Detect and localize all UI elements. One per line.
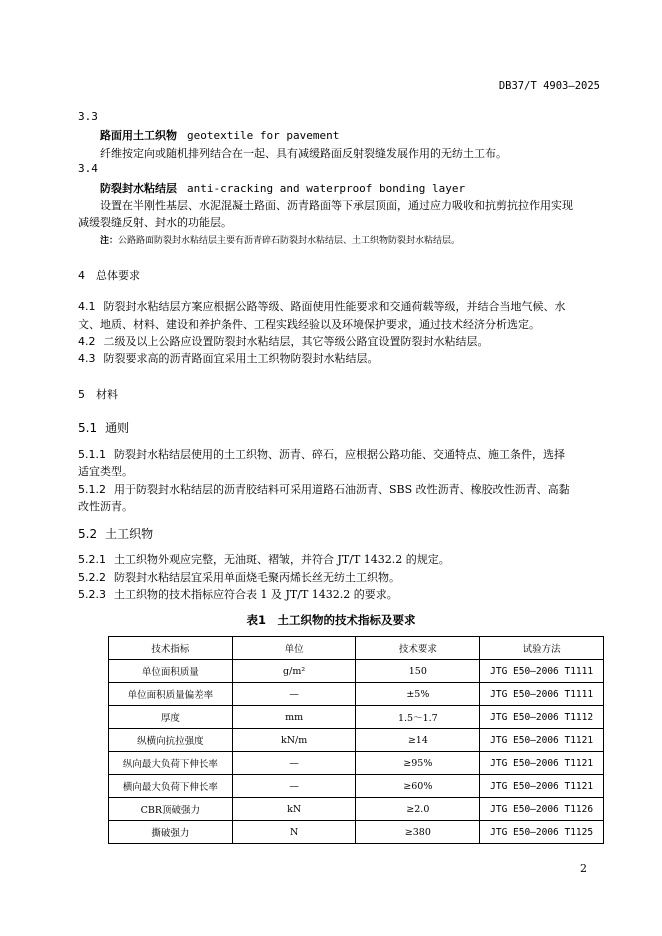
clause xyxy=(78,569,400,585)
subsection-heading xyxy=(78,525,153,542)
clause xyxy=(78,298,566,314)
clause-text: 二级及以上公路应设置防裂封水粘结层，其它等级公路宜设置防裂封水粘结层。 xyxy=(103,335,489,348)
clause-number: 5.2.2 xyxy=(78,571,106,584)
clause xyxy=(78,333,489,349)
table-cell: 单位面积质量 xyxy=(109,660,233,683)
table-cell: ≥14 xyxy=(356,729,480,752)
table-cell: kN xyxy=(232,798,356,821)
table-cell: — xyxy=(232,775,356,798)
table-cell: 横向最大负荷下伸长率 xyxy=(109,775,233,798)
term-english: anti-cracking and waterproof bonding layer xyxy=(187,182,466,195)
table-cell: kN/m xyxy=(232,729,356,752)
subsection-number: 5.2 xyxy=(78,527,98,541)
table-cell: ≥95% xyxy=(356,752,480,775)
table-row xyxy=(109,729,604,752)
table-cell: 厚度 xyxy=(109,706,233,729)
column-header: 试验方法 xyxy=(480,637,604,660)
clause-number: 5.2.3 xyxy=(78,588,106,601)
clause-text: 土工织物外观应完整，无油斑、褶皱，并符合 JT/T 1432.2 的规定。 xyxy=(114,553,450,566)
table-cell: JTG E50—2006 T1125 xyxy=(480,821,604,844)
clause-text-continued: 适宜类型。 xyxy=(78,465,133,478)
column-header: 技术要求 xyxy=(356,637,480,660)
clause-text: 防裂封水粘结层使用的土工织物、沥青、碎石，应根据公路功能、交通特点、施工条件，选择 xyxy=(114,448,565,461)
table-cell: 撕破强力 xyxy=(109,821,233,844)
column-header: 技术指标 xyxy=(109,637,233,660)
clause xyxy=(78,586,398,602)
subsection-heading xyxy=(78,419,129,436)
clause-text-continued: 文、地质、材料、建设和养护条件、工程实践经验以及环境保护要求，通过技术经济分析选定。 xyxy=(78,318,540,331)
table-cell: JTG E50—2006 T1112 xyxy=(480,706,604,729)
table-row xyxy=(109,683,604,706)
clause-number: 5.2.1 xyxy=(78,553,106,566)
column-header: 单位 xyxy=(232,637,356,660)
table-cell: JTG E50—2006 T1121 xyxy=(480,729,604,752)
table-cell: ≥380 xyxy=(356,821,480,844)
table-cell: ±5% xyxy=(356,683,480,706)
document-code: DB37/T 4903—2025 xyxy=(498,80,600,92)
table-cell: JTG E50—2006 T1121 xyxy=(480,775,604,798)
term-definition-line: 减缓裂缝反射、封水的功能层。 xyxy=(78,216,232,229)
section-heading: 4 总体要求 xyxy=(78,269,140,282)
subsection-title: 通则 xyxy=(105,421,130,435)
table-cell: CBR顶破强力 xyxy=(109,798,233,821)
table-row xyxy=(109,660,604,683)
subsection-number: 5.1 xyxy=(78,421,98,435)
clause-text: 用于防裂封水粘结层的沥青胶结料可采用道路石油沥青、SBS 改性沥青、橡胶改性沥青、高黏 xyxy=(114,483,570,496)
table-row xyxy=(109,798,604,821)
table-cell: 1.5～1.7 xyxy=(356,706,480,729)
term-number: 3.3 xyxy=(78,110,98,123)
table-cell: mm xyxy=(232,706,356,729)
table-cell: JTG E50—2006 T1111 xyxy=(480,683,604,706)
clause-text-continued: 改性沥青。 xyxy=(78,500,133,513)
clause-number: 4.1 xyxy=(78,300,96,313)
term-english: geotextile for pavement xyxy=(187,129,340,142)
table-cell: — xyxy=(232,752,356,775)
term-definition: 纤维按定向或随机排列结合在一起、具有减缓路面反射裂缝发展作用的无纺土工布。 xyxy=(100,147,507,160)
table-cell: g/m² xyxy=(232,660,356,683)
table-caption: 表1 土工织物的技术指标及要求 xyxy=(246,613,416,627)
page-number: 2 xyxy=(580,862,587,875)
table-row xyxy=(109,706,604,729)
table-row xyxy=(109,821,604,844)
table-cell: JTG E50—2006 T1111 xyxy=(480,660,604,683)
table-cell: N xyxy=(232,821,356,844)
table-cell: 单位面积质量偏差率 xyxy=(109,683,233,706)
clause-text: 防裂封水粘结层宜采用单面烧毛聚丙烯长丝无纺土工织物。 xyxy=(114,571,400,584)
table-cell: 纵向最大负荷下伸长率 xyxy=(109,752,233,775)
table-row xyxy=(109,775,604,798)
note-text: 公路路面防裂封水粘结层主要有沥青碎石防裂封水粘结层、土工织物防裂封水粘结层。 xyxy=(118,236,461,246)
note xyxy=(100,233,460,246)
term-title-line xyxy=(100,127,339,143)
clause xyxy=(78,446,565,462)
clause-number: 5.1.1 xyxy=(78,448,106,461)
table-cell: 150 xyxy=(356,660,480,683)
term-number: 3.4 xyxy=(78,162,98,175)
table-cell: ≥60% xyxy=(356,775,480,798)
note-label: 注： xyxy=(100,236,119,246)
table-cell: ≥2.0 xyxy=(356,798,480,821)
section-heading: 5 材料 xyxy=(78,388,118,401)
table-cell: JTG E50—2006 T1126 xyxy=(480,798,604,821)
table-cell: JTG E50—2006 T1121 xyxy=(480,752,604,775)
clause xyxy=(78,350,379,366)
subsection-title: 土工织物 xyxy=(105,527,154,541)
spec-table xyxy=(108,636,604,844)
term-title: 路面用土工织物 xyxy=(100,129,177,142)
clause xyxy=(78,551,450,567)
term-title: 防裂封水粘结层 xyxy=(100,182,177,195)
table-cell: — xyxy=(232,683,356,706)
table-cell: 纵横向抗拉强度 xyxy=(109,729,233,752)
clause-number: 4.3 xyxy=(78,352,96,365)
clause-number: 4.2 xyxy=(78,335,96,348)
table-header-row xyxy=(109,637,604,660)
clause-text: 防裂要求高的沥青路面宜采用土工织物防裂封水粘结层。 xyxy=(103,352,379,365)
table-row xyxy=(109,752,604,775)
clause-text: 防裂封水粘结层方案应根据公路等级、路面使用性能要求和交通荷载等级，并结合当地气候、水 xyxy=(103,300,566,313)
clause-text: 土工织物的技术指标应符合表 1 及 JT/T 1432.2 的要求。 xyxy=(114,588,398,601)
term-definition-line: 设置在半刚性基层、水泥混凝土路面、沥青路面等下承层顶面，通过应力吸收和抗剪抗拉作用实现 xyxy=(100,199,573,212)
clause-number: 5.1.2 xyxy=(78,483,106,496)
clause xyxy=(78,481,570,497)
term-title-line xyxy=(100,180,465,196)
